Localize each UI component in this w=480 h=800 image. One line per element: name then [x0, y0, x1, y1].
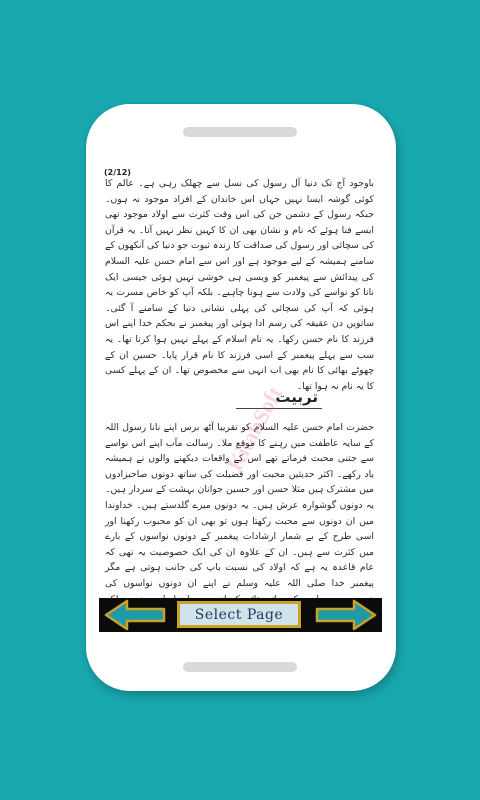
watermark: KitabSoft: [221, 382, 287, 476]
right-arrow-icon: [314, 598, 378, 632]
reader-screen: [99, 166, 382, 632]
next-page-button[interactable]: [314, 598, 378, 632]
previous-page-button[interactable]: [103, 598, 167, 632]
page-nav-bar: [99, 598, 382, 632]
phone-home-bar: [183, 662, 297, 672]
paragraph-1: باوجود آج تک دنیا آل رسول کی نسل سے چھلک رہی ہے۔ عالم کا کوئی گوشہ ایسا نہیں جہاں اس خاندان کے افراد موجود نہ ہوں۔ جبکہ رسول کے دشمن جن کی اس وقت کثرت سے اولاد موجود تھی ایسے فنا ہوئے کہ نام و نشان بھی ان کا کہیں نظر نہیں آتا۔ یہ قرآن کی سچائی اور رسول کی صداقت کا زندہ ثبوت جو دنیا کی آنکھوں کے سامنے ہمیشہ کے لیے موجود ہے اور اس سے امام حسن علیہ السلام کی پیدائش سے پیغمبر کو ویسی ہی خوشی نہیں ہوئی جیسی ایک نانا کو نواسے کی ولادت سے ہونا چاہیے۔ بلکہ آپ کو خاص مسرت یہ ہوئی کہ آپ کی سچائی کی پہلی نشانی دنیا کے سامنے آ گئی۔ ساتویں دن عقیقہ کی رسم ادا ہوئی اور پیغمبر نے بحکم خدا اپنے اس فرزند کا نام حسن رکھا۔ یہ نام اسلام کے پہلے نہیں ہوا کرتا تھا۔ یہ سب سے پہلے پیغمبر کے اسی فرزند کا نام قرار پایا۔ حسین ان کے چھوٹے بھائی کا نام بھی اب انہی سے مخصوص تھا۔ ان کے پہلے کسی کا یہ نام نہ ہوا تھا۔: [105, 178, 374, 392]
paragraph-2: حضرت امام حسن علیہ السلام کو تقریبا آٹھ برس اپنے نانا رسول اللہ کے سایہ عاطفت میں رہنے کا موقع ملا۔ رسالت مآب اپنے اس نواسے سے جتنی محبت فرماتے تھے اس کے واقعات دیکھنے والوں نے ہمیشہ یاد رکھے۔ اکثر حدیثیں محبت اور فضیلت کی ساتھ دونوں صاحبزادوں میں مشترک ہیں مثلا حسن اور حسین جوانان بہشت کے سردار ہیں۔ یہ دونوں گوشوارہ عرش ہیں۔ یہ دونوں میرے گلدستے ہیں۔ خداوندا میں ان دونوں سے محبت رکھتا ہوں تو بھی ان کو محبوب رکھنا اور اسی طرح کے بے شمار ارشادات پیغمبر کے دونوں نواسوں کے بارے میں کثرت سے ہیں۔ ان کے علاوہ ان کی ایک خصوصیت یہ تھی کہ عام قاعدہ یہ ہے کہ اولاد کی نسبت باپ کی جانب ہوتی ہے مگر پیغمبر خدا صلی اللہ علیہ وسلم نے اپنے ان دونوں نواسوں کی: [105, 422, 374, 589]
left-arrow-icon: [103, 598, 167, 632]
select-page-button[interactable]: Select Page: [177, 601, 301, 628]
page-counter: (2/12): [104, 168, 131, 177]
phone-speaker: [183, 127, 297, 137]
section-heading: تربیت: [275, 388, 318, 406]
